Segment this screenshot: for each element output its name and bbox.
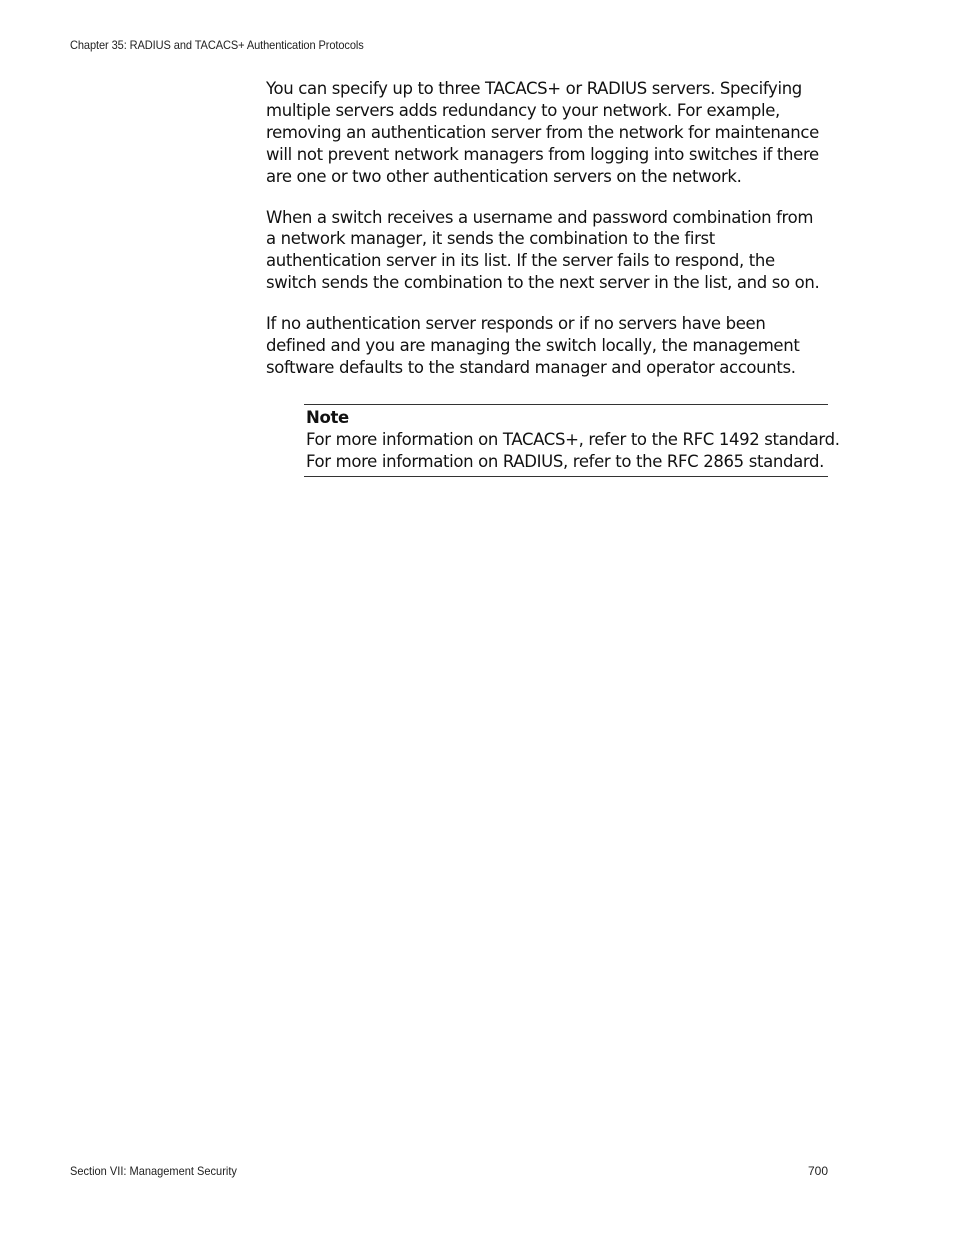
note-title: Note — [306, 408, 349, 427]
body-text — [266, 78, 826, 398]
running-header: Chapter 35: RADIUS and TACACS+ Authentication Protocols — [70, 38, 364, 52]
paragraph-redundancy: You can specify up to three TACACS+ or RADIUS servers. Specifying multiple servers adds redundancy to your network. For example, removing an authentication server from the network for maintenance will not prevent network managers from logging into switches if there are one or two other authentication servers on the network. — [266, 79, 819, 186]
paragraph-fallback: If no authentication server responds or if no servers have been defined and you are managing the switch locally, the management software defaults to the standard manager and operator accounts. — [266, 314, 800, 377]
paragraph-server-order: When a switch receives a username and password combination from a network manager, it sends the combination to the first authentication server in its list. If the server fails to respond, the switch sends the combination to the next server in the list, and so on. — [266, 207, 820, 293]
running-footer-section: Section VII: Management Security — [70, 1164, 237, 1178]
note-line-radius: For more information on RADIUS, refer to the RFC 2865 standard. — [306, 451, 825, 471]
note-line-tacacs: For more information on TACACS+, refer to the RFC 1492 standard. — [306, 429, 840, 449]
note-box — [304, 404, 840, 477]
page-number: 700 — [807, 1164, 828, 1178]
